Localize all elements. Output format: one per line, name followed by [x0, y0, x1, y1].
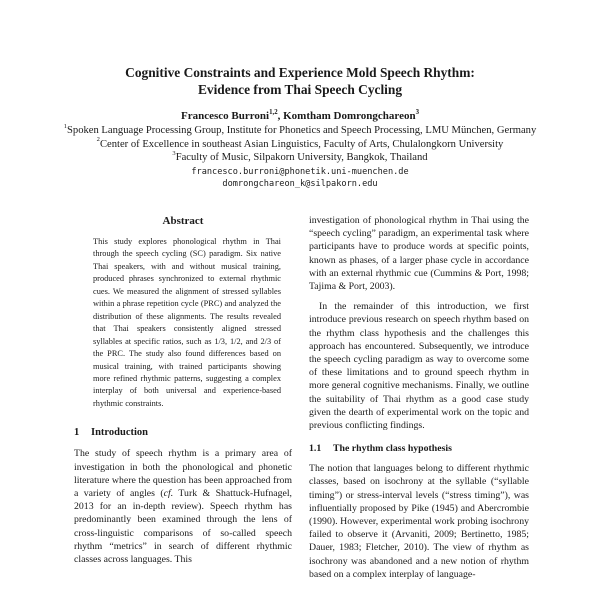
- intro-paragraph-1: [74, 447, 292, 566]
- abstract-text: This study explores phonological rhythm in Thai through the speech cycling (SC) paradigm. Six native Thai speakers, with and without musical training, produced phrases synchronized to external rhythmic cues. We measured the alignment of stressed syllables within a phrase repetition cycle (PRC) and analyzed the distribution of these alignments. The results revealed that Thai speakers consistently aligned stressed syllables at specific ratios, such as 1/3, 1/2, and 2/3 of the PRC. The study also found differences based on musical training, with trained participants showing more refined rhythmic patterns, suggesting a complex interplay of both universal and experience-based rhythmic constraints.: [93, 237, 281, 408]
- email-list: [0, 166, 600, 190]
- author-affil-mark: 1,2: [269, 108, 278, 116]
- author-affil-mark: 3: [415, 108, 420, 116]
- paper-title: [0, 64, 600, 98]
- author-name: Francesco Burroni: [180, 110, 270, 122]
- title-line-1: Cognitive Constraints and Experience Mold Speech Rhythm:: [125, 65, 475, 80]
- affiliation-line: [0, 138, 600, 152]
- affiliation-text: Spoken Language Processing Group, Institute for Phonetics and Speech Processing, LMU München, Germany: [67, 125, 537, 136]
- affiliation-text: Faculty of Music, Silpakorn University, Bangkok, Thailand: [175, 152, 428, 164]
- affiliation-mark: 1: [63, 122, 67, 130]
- affiliation-line: [0, 124, 600, 138]
- intro-paragraph-continued: investigation of phonological rhythm in Thai using the “speech cycling” paradigm, an experimental task where participants have to produce words at specific points, known as phases, of a larger phase cycle in accordance with an external rhythmic cue (Cummins & Port, 1998; Tajima & Port, 2003).: [309, 215, 529, 293]
- paragraph-text: Turk & Shattuck-Hufnagel, 2013 for an in-depth review). Speech rhythm has predominantly been examined through the lens of cross-linguistic comparisons of so-called speech rhythm “metrics” in search of different rhythmic classes across languages. This: [74, 487, 293, 565]
- section-number: 1: [74, 427, 80, 439]
- rhythm-class-paragraph: The notion that languages belong to different rhythmic classes, based on isochrony at the syllable (“syllable timing”) or stress-interval levels (“stress timing”), was influentially proposed by Pike (1945) and Abercrombie (1990). However, experimental work probing isochrony failed to observe it (Arvaniti, 2009; Bertinetto, 1985; Dauer, 1983; Fletcher, 2010). The view of rhythm as isochrony was abandoned and a new notion of rhythm based on a complex interplay of language-: [309, 463, 529, 580]
- author-separator: ,: [277, 110, 284, 122]
- section-heading-introduction: [74, 426, 292, 440]
- affiliation-mark: 3: [172, 150, 176, 157]
- abstract-heading: Abstract: [162, 215, 204, 227]
- paragraph-text: The study of speech rhythm is a primary area of investigation in both the phonological and phonetic literature where the question has been approached from a variety of angles (: [74, 448, 292, 499]
- subsection-title: The rhythm class hypothesis: [333, 443, 452, 455]
- left-column: [74, 214, 292, 566]
- section-title: Introduction: [91, 427, 148, 439]
- affiliation-line: [0, 151, 600, 165]
- author-list: [0, 109, 600, 123]
- author-name: Komtham Domrongchareon: [283, 110, 416, 122]
- affiliation-mark: 2: [96, 136, 100, 144]
- title-line-2: Evidence from Thai Speech Cycling: [197, 82, 403, 97]
- email-address[interactable]: domrongchareon_k@silpakorn.edu: [222, 179, 378, 189]
- subsection-number: 1.1: [309, 443, 322, 455]
- affiliation-text: Center of Excellence in southeast Asian Linguistics, Faculty of Arts, Chulalongkorn University: [99, 138, 504, 150]
- email-address[interactable]: francesco.burroni@phonetik.uni-muenchen.de: [191, 167, 409, 177]
- subsection-heading-rhythm-class: [309, 442, 529, 455]
- right-column: [309, 214, 529, 581]
- intro-paragraph-2: In the remainder of this introduction, we first introduce previous research on speech rhythm based on the rhythm class hypothesis and the challenges this approach has encountered. Subsequently, we introduce the speech cycling paradigm as way to overcome some of these limitations and to ground speech rhythm in more general cognitive mechanisms. Finally, we outline the suitability of Thai rhythm as a good case study given the dearth of experimental work on the topic and previous conflicting findings.: [309, 301, 529, 432]
- cf-abbreviation: cf.: [163, 487, 174, 499]
- affiliations: [0, 124, 600, 165]
